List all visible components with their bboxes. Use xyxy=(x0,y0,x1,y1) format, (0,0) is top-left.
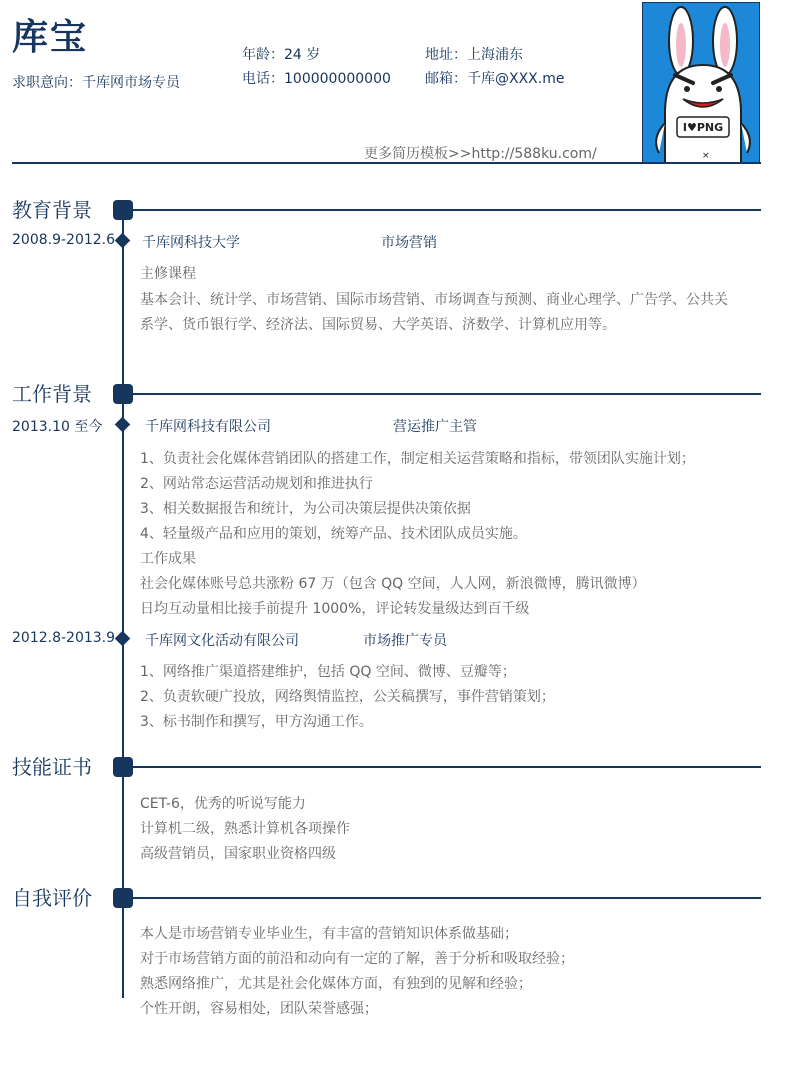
section-title-self-eval: 自我评价 xyxy=(12,886,92,910)
section-marker xyxy=(113,384,133,404)
email-info: 邮箱：千库@XXX.me xyxy=(425,71,565,87)
job-duty: 1、负责社会化媒体营销团队的搭建工作，制定相关运营策略和指标，带领团队实施计划； xyxy=(140,451,695,467)
section-title-work: 工作背景 xyxy=(12,382,92,406)
job-result: 社会化媒体账号总共涨粉 67 万（包含 QQ 空间，人人网，新浪微博，腾讯微博） xyxy=(140,576,646,592)
svg-text:×: × xyxy=(702,151,710,161)
school-name: 千库网科技大学 xyxy=(142,235,240,251)
timeline-line xyxy=(122,210,124,998)
job-position: 营运推广主管 xyxy=(393,419,477,435)
self-eval-item: 对于市场营销方面的前沿和动向有一定的了解，善于分析和吸取经验； xyxy=(140,951,574,967)
photo-badge: I♥PNG xyxy=(682,121,724,134)
address-info: 地址：上海浦东 xyxy=(425,47,523,63)
job-objective: 求职意向：千库网市场专员 xyxy=(12,75,180,91)
section-marker xyxy=(113,757,133,777)
skill-item: CET-6，优秀的听说写能力 xyxy=(140,796,306,812)
courses-text: 系学、货币银行学、经济法、国际贸易、大学英语、济数学、计算机应用等。 xyxy=(140,317,616,333)
phone-info: 电话：100000000000 xyxy=(242,71,391,87)
timeline-diamond xyxy=(115,417,131,433)
courses-label: 主修课程 xyxy=(140,266,196,282)
section-marker xyxy=(113,888,133,908)
major-name: 市场营销 xyxy=(381,235,437,251)
section-divider xyxy=(133,897,761,899)
self-eval-item: 本人是市场营销专业毕业生，有丰富的营销知识体系做基础； xyxy=(140,926,518,942)
age-info: 年龄：24 岁 xyxy=(242,47,321,63)
self-eval-item: 个性开朗，容易相处，团队荣誉感强； xyxy=(140,1001,378,1017)
section-marker xyxy=(113,200,133,220)
company-name: 千库网科技有限公司 xyxy=(145,419,271,435)
job-date: 2013.10 至今 xyxy=(12,419,103,435)
job-duty: 2、网站常态运营活动规划和推进执行 xyxy=(140,476,373,492)
courses-text: 基本会计、统计学、市场营销、国际市场营销、市场调查与预测、商业心理学、广告学、公共关 xyxy=(140,292,728,308)
skill-item: 计算机二级，熟悉计算机各项操作 xyxy=(140,821,350,837)
job-duty: 2、负责软硬广投放，网络舆情监控，公关稿撰写，事件营销策划； xyxy=(140,689,555,705)
skill-item: 高级营销员，国家职业资格四级 xyxy=(140,846,336,862)
education-date: 2008.9-2012.6 xyxy=(12,232,116,248)
job-duty: 3、标书制作和撰写，甲方沟通工作。 xyxy=(140,714,373,730)
section-divider xyxy=(133,766,761,768)
job-position: 市场推广专员 xyxy=(363,633,447,649)
timeline-diamond xyxy=(115,631,131,647)
job-results-label: 工作成果 xyxy=(140,551,196,567)
self-eval-item: 熟悉网络推广，尤其是社会化媒体方面，有独到的见解和经验； xyxy=(140,976,532,992)
section-title-education: 教育背景 xyxy=(12,198,92,222)
job-result: 日均互动量相比接手前提升 1000%，评论转发量级达到百千级 xyxy=(140,601,530,617)
job-duty: 1、网络推广渠道搭建维护，包括 QQ 空间、微博、豆瓣等； xyxy=(140,664,516,680)
section-divider xyxy=(133,209,761,211)
job-duty: 3、相关数据报告和统计，为公司决策层提供决策依据 xyxy=(140,501,471,517)
section-divider xyxy=(133,393,761,395)
job-duty: 4、轻量级产品和应用的策划，统筹产品、技术团队成员实施。 xyxy=(140,526,527,542)
timeline-diamond xyxy=(115,233,131,249)
company-name: 千库网文化活动有限公司 xyxy=(145,633,299,649)
job-date: 2012.8-2013.9 xyxy=(12,630,116,646)
candidate-name: 库宝 xyxy=(12,17,89,58)
profile-photo xyxy=(642,2,760,163)
rabbit-avatar-icon xyxy=(643,3,760,163)
section-title-skills: 技能证书 xyxy=(12,755,92,779)
template-link[interactable]: 更多简历模板>>http://588ku.com/ xyxy=(364,146,597,162)
